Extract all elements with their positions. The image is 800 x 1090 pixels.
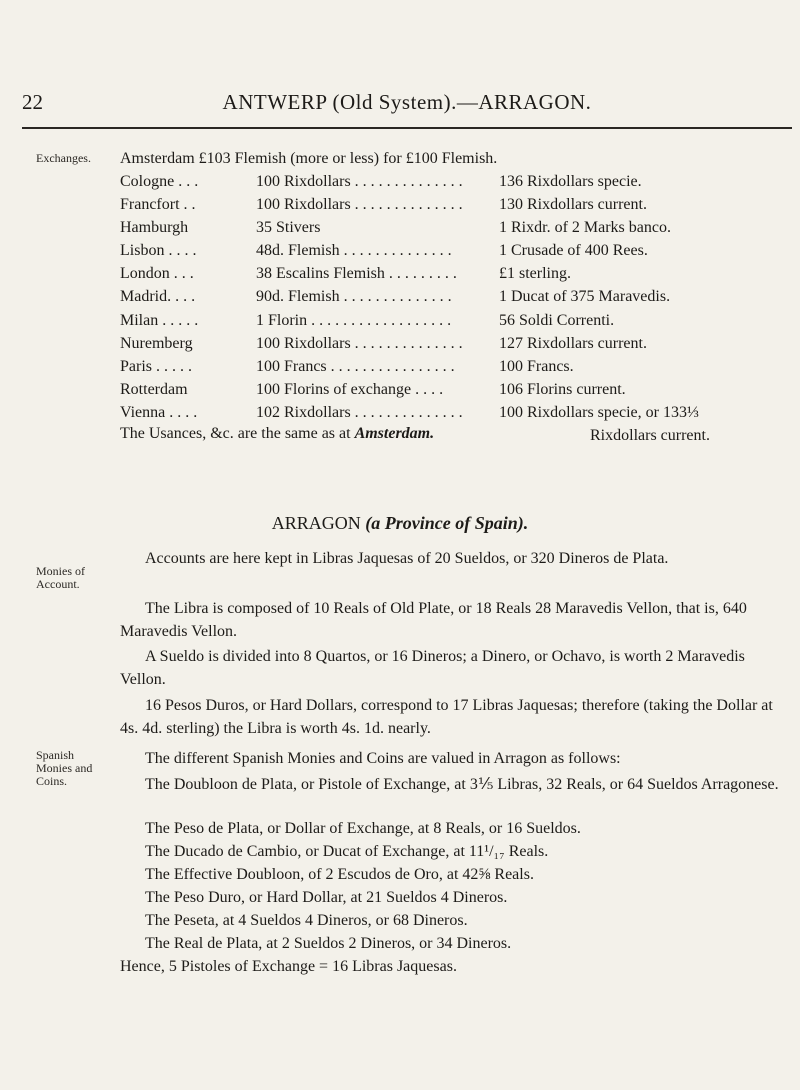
exchange-equivalent: £1 sterling. — [499, 265, 571, 283]
margin-note-spanish-monies — [36, 749, 92, 788]
exchange-city: Madrid. . . . — [120, 288, 196, 306]
exchange-city: Paris . . . . . — [120, 357, 192, 375]
exchange-row — [120, 288, 792, 311]
paragraph: A Sueldo is divided into 8 Quartos, or 16 Dineros; a Dinero, or Ochavo, is worth 2 Maravedis Vellon. — [120, 648, 745, 688]
coin-line: The Peso Duro, or Hard Dollar, at 21 Sueldos 4 Dineros. — [145, 889, 508, 906]
exchange-amount: 100 Rixdollars . . . . . . . . . . . . . . — [256, 173, 463, 190]
exchange-row — [120, 242, 792, 265]
exchange-amount: 35 Stivers — [256, 219, 321, 237]
coin-line: The Peseta, at 4 Sueldos 4 Dineros, or 68 Dineros. — [145, 912, 468, 929]
section-title — [0, 513, 800, 534]
exchange-amount: 100 Francs . . . . . . . . . . . . . . . . — [256, 357, 455, 375]
exchange-equivalent: 1 Rixdr. of 2 Marks banco. — [499, 219, 671, 237]
exchange-amount: 38 Escalins Flemish . . . . . . . . . — [256, 265, 457, 283]
exchange-equivalent: 130 Rixdollars current. — [499, 196, 647, 214]
paragraph: 16 Pesos Duros, or Hard Dollars, correspond to 17 Libras Jaquesas; therefore (taking the Dollar at 4s. 4d. sterling) the Libra is worth 4s. 1d. nearly. — [120, 697, 773, 737]
exchange-amount: 100 Rixdollars . . . . . . . . . . . . . . — [256, 196, 463, 214]
exchange-row — [120, 358, 792, 381]
usance-text: The Usances, &c. are the same as at — [120, 425, 351, 442]
exchange-row — [120, 196, 792, 219]
exchange-equivalent: 100 Rixdollars specie, or 133⅓ — [499, 403, 699, 421]
exchange-row — [120, 312, 792, 335]
exchange-row — [120, 219, 792, 242]
exchange-equivalent: 1 Ducat of 375 Maravedis. — [499, 288, 671, 306]
usance-note — [120, 425, 434, 443]
margin-note-line: Coins. — [36, 774, 68, 788]
exchange-equivalent: 100 Francs. — [499, 357, 574, 375]
exchange-city: Rotterdam — [120, 380, 188, 398]
exchange-row — [120, 381, 792, 404]
exchange-row — [120, 173, 792, 196]
exchange-row — [120, 404, 792, 427]
exchange-equivalent: 106 Florins current. — [499, 380, 626, 398]
margin-note-exchanges: Exchanges. — [36, 151, 91, 165]
exchange-city: Milan . . . . . — [120, 311, 199, 329]
coins-intro: The different Spanish Monies and Coins are valued in Arragon as follows: — [145, 750, 621, 767]
exchange-row — [120, 265, 792, 288]
exchange-city: Vienna . . . . — [120, 403, 198, 421]
exchange-city: Lisbon . . . . — [120, 242, 197, 260]
usance-place: Amsterdam. — [354, 425, 435, 442]
coins-hence: Hence, 5 Pistoles of Exchange = 16 Libras Jaquesas. — [120, 958, 457, 975]
exchange-city: Francfort . . — [120, 196, 196, 214]
exchange-amount: 100 Rixdollars . . . . . . . . . . . . . . — [256, 334, 463, 352]
exchange-amount: 102 Rixdollars . . . . . . . . . . . . . . — [256, 403, 463, 421]
exchange-city: London . . . — [120, 265, 194, 283]
coin-line: The Peso de Plata, or Dollar of Exchange, at 8 Reals, or 16 Sueldos. — [145, 820, 581, 837]
page-number: 22 — [22, 90, 43, 114]
exchange-equivalent: 136 Rixdollars specie. — [499, 173, 642, 190]
exchange-city: Cologne . . . — [120, 173, 199, 190]
running-title: ANTWERP (Old System).—ARRAGON. — [222, 90, 592, 114]
coin-doubloon: The Doubloon de Plata, or Pistole of Exchange, at 3⅕ Libras, 32 Reals, or 64 Sueldos Arragonese. — [145, 776, 779, 793]
exchange-equivalent: 56 Soldi Correnti. — [499, 311, 615, 329]
page-header — [22, 90, 792, 122]
section-subtitle: (a Province of Spain). — [365, 513, 529, 533]
exchange-continuation: Rixdollars current. — [590, 427, 710, 445]
exchange-city: Hamburgh — [120, 219, 189, 237]
exchange-equivalent: 127 Rixdollars current. — [499, 334, 647, 352]
coin-line: The Ducado de Cambio, or Ducat of Exchange, at 11¹/₁₇ Reals. — [145, 843, 549, 860]
exchange-amount: 48d. Flemish . . . . . . . . . . . . . . — [256, 242, 452, 260]
section-heading: ARRAGON — [271, 513, 361, 533]
margin-note-monies-of-account — [36, 565, 85, 591]
exchange-city: Nuremberg — [120, 334, 193, 352]
exchange-row-amsterdam: Amsterdam £103 Flemish (more or less) for £100 Flemish. — [120, 150, 498, 167]
margin-note-line: Monies of — [36, 564, 85, 578]
header-rule — [22, 127, 792, 129]
margin-note-line: Spanish — [36, 748, 75, 762]
paragraph: Accounts are here kept in Libras Jaquesas of 20 Sueldos, or 320 Dineros de Plata. — [145, 550, 669, 567]
margin-note-line: Monies and — [36, 761, 93, 775]
exchange-row — [120, 335, 792, 358]
exchange-amount: 1 Florin . . . . . . . . . . . . . . . . . . — [256, 311, 452, 329]
coin-line: The Effective Doubloon, of 2 Escudos de Oro, at 42⅝ Reals. — [145, 866, 534, 883]
exchange-amount: 100 Florins of exchange . . . . — [256, 380, 444, 398]
margin-note-line: Account. — [36, 577, 80, 591]
paragraph: The Libra is composed of 10 Reals of Old Plate, or 18 Reals 28 Maravedis Vellon, that is, 640 Maravedis Vellon. — [120, 600, 747, 640]
exchange-equivalent: 1 Crusade of 400 Rees. — [499, 242, 648, 260]
exchange-amount: 90d. Flemish . . . . . . . . . . . . . . — [256, 288, 452, 306]
coin-line: The Real de Plata, at 2 Sueldos 2 Dineros, or 34 Dineros. — [145, 935, 512, 952]
